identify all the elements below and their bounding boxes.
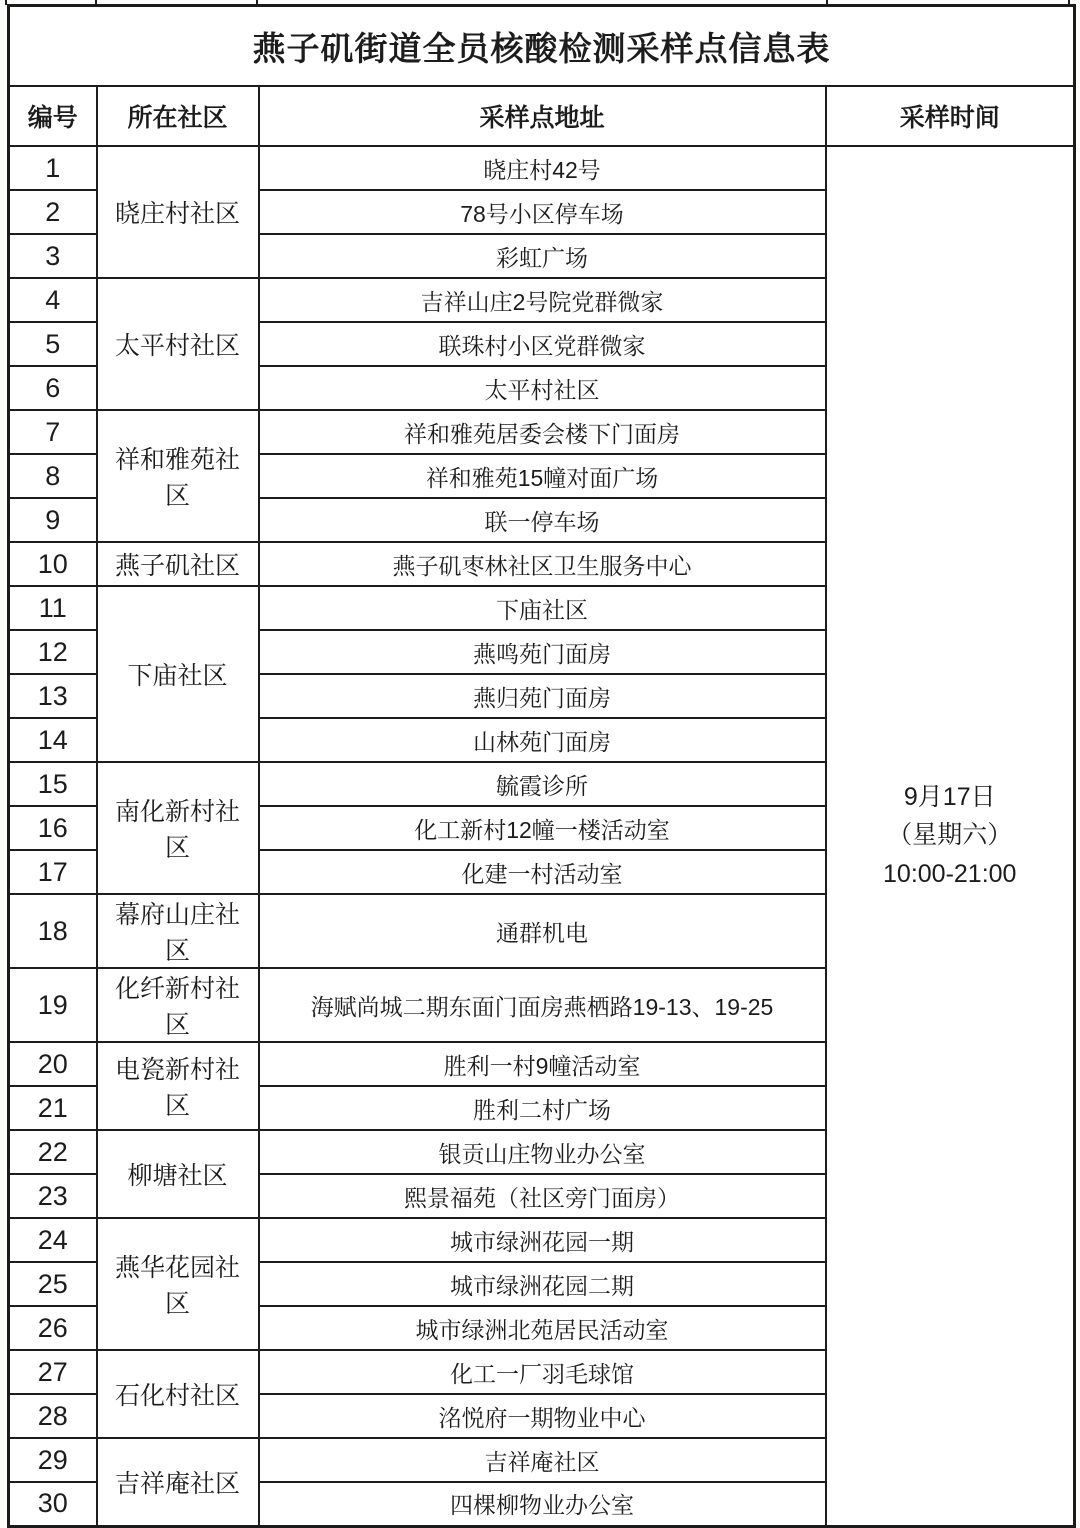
row-id-cell: 10 — [9, 542, 97, 586]
row-id-cell: 12 — [9, 630, 97, 674]
row-id-cell: 26 — [9, 1306, 97, 1350]
row-id-cell: 22 — [9, 1130, 97, 1174]
address-cell: 燕子矶枣林社区卫生服务中心 — [259, 542, 826, 586]
sampling-time-cell — [826, 146, 1075, 1526]
community-cell: 幕府山庄社区 — [97, 894, 259, 968]
address-cell: 城市绿洲北苑居民活动室 — [259, 1306, 826, 1350]
row-id-cell: 17 — [9, 850, 97, 894]
address-cell: 化工一厂羽毛球馆 — [259, 1350, 826, 1394]
row-id-cell: 16 — [9, 806, 97, 850]
row-id-cell: 23 — [9, 1174, 97, 1218]
sampling-time-weekday: （星期六） — [887, 821, 1013, 850]
address-cell: 祥和雅苑15幢对面广场 — [259, 454, 826, 498]
address-cell: 吉祥庵社区 — [259, 1438, 826, 1482]
table-header-row — [9, 86, 1075, 146]
address-cell: 毓霞诊所 — [259, 762, 826, 806]
community-cell: 燕子矶社区 — [97, 542, 259, 586]
table-title: 燕子矶街道全员核酸检测采样点信息表 — [9, 6, 1075, 87]
table-title-row — [9, 6, 1075, 87]
row-id-cell: 3 — [9, 234, 97, 278]
address-cell: 城市绿洲花园二期 — [259, 1262, 826, 1306]
address-cell: 胜利一村9幢活动室 — [259, 1042, 826, 1086]
sampling-time-date: 9月17日 — [903, 782, 996, 811]
address-cell: 彩虹广场 — [259, 234, 826, 278]
address-cell: 熙景福苑（社区旁门面房） — [259, 1174, 826, 1218]
community-cell: 祥和雅苑社区 — [97, 410, 259, 542]
address-cell: 联珠村小区党群微家 — [259, 322, 826, 366]
community-cell: 电瓷新村社区 — [97, 1042, 259, 1130]
row-id-cell: 5 — [9, 322, 97, 366]
address-cell: 通群机电 — [259, 894, 826, 968]
row-id-cell: 24 — [9, 1218, 97, 1262]
community-cell: 太平村社区 — [97, 278, 259, 410]
address-cell: 化建一村活动室 — [259, 850, 826, 894]
row-id-cell: 7 — [9, 410, 97, 454]
row-id-cell: 20 — [9, 1042, 97, 1086]
row-id-cell: 9 — [9, 498, 97, 542]
row-id-cell: 14 — [9, 718, 97, 762]
community-cell: 南化新村社区 — [97, 762, 259, 894]
address-cell: 祥和雅苑居委会楼下门面房 — [259, 410, 826, 454]
address-cell: 化工新村12幢一楼活动室 — [259, 806, 826, 850]
address-cell: 太平村社区 — [259, 366, 826, 410]
address-cell: 燕归苑门面房 — [259, 674, 826, 718]
row-id-cell: 18 — [9, 894, 97, 968]
community-cell: 柳塘社区 — [97, 1130, 259, 1218]
address-cell: 海赋尚城二期东面门面房燕栖路19-13、19-25 — [259, 968, 826, 1042]
community-cell: 晓庄村社区 — [97, 146, 259, 278]
table-head — [9, 6, 1075, 147]
row-id-cell: 8 — [9, 454, 97, 498]
row-id-cell: 21 — [9, 1086, 97, 1130]
row-id-cell: 11 — [9, 586, 97, 630]
row-id-cell: 15 — [9, 762, 97, 806]
row-id-cell: 19 — [9, 968, 97, 1042]
community-cell: 下庙社区 — [97, 586, 259, 762]
community-cell: 吉祥庵社区 — [97, 1438, 259, 1526]
address-cell: 燕鸣苑门面房 — [259, 630, 826, 674]
row-id-cell: 13 — [9, 674, 97, 718]
table-row — [9, 146, 1075, 190]
community-cell: 化纤新村社区 — [97, 968, 259, 1042]
address-cell: 银贡山庄物业办公室 — [259, 1130, 826, 1174]
row-id-cell: 30 — [9, 1482, 97, 1526]
community-cell: 燕华花园社区 — [97, 1218, 259, 1350]
address-cell: 78号小区停车场 — [259, 190, 826, 234]
address-cell: 四棵柳物业办公室 — [259, 1482, 826, 1526]
row-id-cell: 28 — [9, 1394, 97, 1438]
address-cell: 洺悦府一期物业中心 — [259, 1394, 826, 1438]
column-header-address: 采样点地址 — [259, 86, 826, 146]
sampling-table-body — [9, 146, 1075, 1526]
sampling-time-hours: 10:00-21:00 — [883, 860, 1017, 889]
column-header-time: 采样时间 — [826, 86, 1075, 146]
row-id-cell: 27 — [9, 1350, 97, 1394]
row-id-cell: 4 — [9, 278, 97, 322]
column-header-id: 编号 — [9, 86, 97, 146]
address-cell: 胜利二村广场 — [259, 1086, 826, 1130]
column-header-community: 所在社区 — [97, 86, 259, 146]
address-cell: 城市绿洲花园一期 — [259, 1218, 826, 1262]
sampling-points-table — [7, 4, 1076, 1528]
address-cell: 晓庄村42号 — [259, 146, 826, 190]
row-id-cell: 2 — [9, 190, 97, 234]
address-cell: 山林苑门面房 — [259, 718, 826, 762]
row-id-cell: 1 — [9, 146, 97, 190]
row-id-cell: 29 — [9, 1438, 97, 1482]
row-id-cell: 6 — [9, 366, 97, 410]
row-id-cell: 25 — [9, 1262, 97, 1306]
address-cell: 下庙社区 — [259, 586, 826, 630]
address-cell: 联一停车场 — [259, 498, 826, 542]
address-cell: 吉祥山庄2号院党群微家 — [259, 278, 826, 322]
community-cell: 石化村社区 — [97, 1350, 259, 1438]
